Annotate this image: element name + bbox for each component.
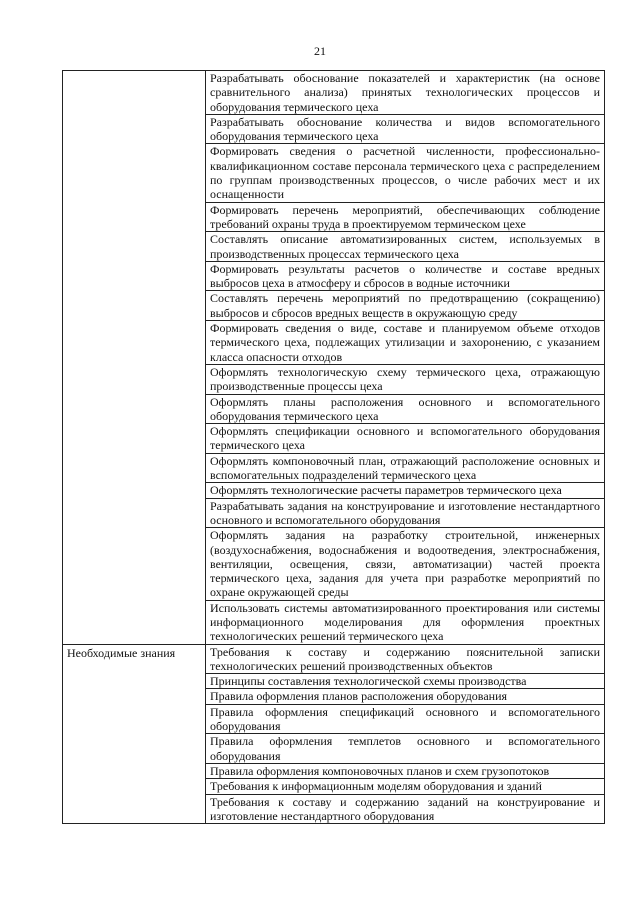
skills-item-text: Оформлять компоновочный план, отражающий расположение основных и вспомогательных подразделений термического цеха	[210, 453, 600, 483]
skills-item-cell	[206, 424, 605, 454]
knowledge-item-text: Правила оформления компоновочных планов и схем грузопотоков	[210, 763, 550, 778]
skills-item-text: Формировать перечень мероприятий, обеспечивающих соблюдение требований охраны труда в проектируемом термическом цехе	[210, 202, 600, 231]
skills-item-cell	[206, 528, 605, 600]
skills-item-cell	[206, 202, 605, 232]
knowledge-item-cell	[206, 779, 605, 794]
knowledge-item-cell	[206, 794, 605, 824]
knowledge-item-cell	[206, 644, 605, 674]
skills-item-cell	[206, 483, 605, 498]
knowledge-item-text: Принципы составления технологической схемы производства	[210, 674, 527, 689]
knowledge-item-cell	[206, 674, 605, 689]
knowledge-row	[63, 644, 605, 674]
knowledge-item-cell	[206, 734, 605, 764]
skills-item-cell	[206, 453, 605, 483]
skills-item-text: Разрабатывать задания на конструирование и изготовление нестандартного основного и вспомогательного оборудования	[210, 498, 600, 527]
skills-item-cell	[206, 364, 605, 394]
skills-item-cell	[206, 144, 605, 202]
skills-item-text: Составлять перечень мероприятий по предотвращению (сокращению) выбросов и сбросов вредных веществ в окружающую среду	[210, 291, 600, 320]
knowledge-item-text: Требования к составу и содержанию пояснительной записки технологических решений производственных объектов	[210, 644, 600, 673]
skills-item-text: Формировать результаты расчетов о количестве и составе вредных выбросов цеха в атмосферу и сбросов в водные источники	[210, 261, 600, 291]
skills-item-cell	[206, 600, 605, 644]
skills-item-cell	[206, 114, 605, 144]
skills-item-cell	[206, 394, 605, 424]
skills-item-text: Составлять описание автоматизированных систем, используемых в производственных процессах термического цеха	[210, 232, 600, 261]
skills-item-cell	[206, 498, 605, 528]
knowledge-item-text: Требования к составу и содержанию заданий на конструирование и изготовление нестандартного оборудования	[210, 794, 600, 823]
knowledge-item-text: Правила оформления темплетов основного и вспомогательного оборудования	[210, 734, 600, 763]
skills-item-cell	[206, 261, 605, 291]
skills-item-text: Оформлять технологические расчеты параметров термического цеха	[210, 483, 562, 498]
knowledge-item-cell	[206, 689, 605, 704]
page-number: 21	[314, 44, 326, 58]
table-body	[63, 71, 605, 824]
skill-row	[63, 71, 605, 115]
skills-item-text: Оформлять технологическую схему термического цеха, отражающую производственные процессы цеха	[210, 364, 600, 394]
knowledge-category-label: Необходимые знания	[63, 644, 206, 824]
skills-item-cell	[206, 321, 605, 365]
skills-item-cell	[206, 291, 605, 321]
knowledge-item-cell	[206, 763, 605, 778]
skills-item-text: Оформлять планы расположения основного и вспомогательного оборудования термического цеха	[210, 394, 600, 423]
skills-item-text: Оформлять задания на разработку строительной, инженерных (воздухоснабжения, водоснабжения и водоотведения, электроснабжения, вентиляции, освещения, связи, автоматизации) частей проекта термического цеха, задания для учета при разработке мероприятий по охране окружающей среды	[210, 528, 600, 600]
skills-item-text: Формировать сведения о виде, составе и планируемом объеме отходов термического цеха, подлежащих утилизации и захоронению, с указанием класса опасности отходов	[210, 321, 600, 364]
knowledge-item-text: Правила оформления спецификаций основного и вспомогательного оборудования	[210, 704, 600, 734]
knowledge-item-text: Требования к информационным моделям оборудования и зданий	[210, 779, 542, 794]
skills-item-cell	[206, 232, 605, 262]
knowledge-item-cell	[206, 704, 605, 734]
skills-item-text: Оформлять спецификации основного и вспомогательного оборудования термического цеха	[210, 424, 600, 453]
skills-item-text: Использовать системы автоматизированного проектирования или системы информационного моделирования для оформления проектных технологических решений термического цеха	[210, 600, 600, 644]
skills-item-text: Разрабатывать обоснование количества и видов вспомогательного оборудования термического цеха	[210, 114, 600, 144]
skills-item-cell	[206, 71, 605, 115]
knowledge-item-text: Правила оформления планов расположения оборудования	[210, 689, 508, 704]
skills-category-label	[63, 71, 206, 645]
skills-item-text: Разрабатывать обоснование показателей и характеристик (на основе сравнительного анализа) принятых технологических процессов и оборудования термического цеха	[210, 71, 600, 114]
skills-item-text: Формировать сведения о расчетной численности, профессионально-квалификационном составе персонала термического цеха с распределением по группам производственных процессов, о числе рабочих мест и их оснащенности	[210, 144, 600, 202]
competency-table	[62, 70, 605, 824]
